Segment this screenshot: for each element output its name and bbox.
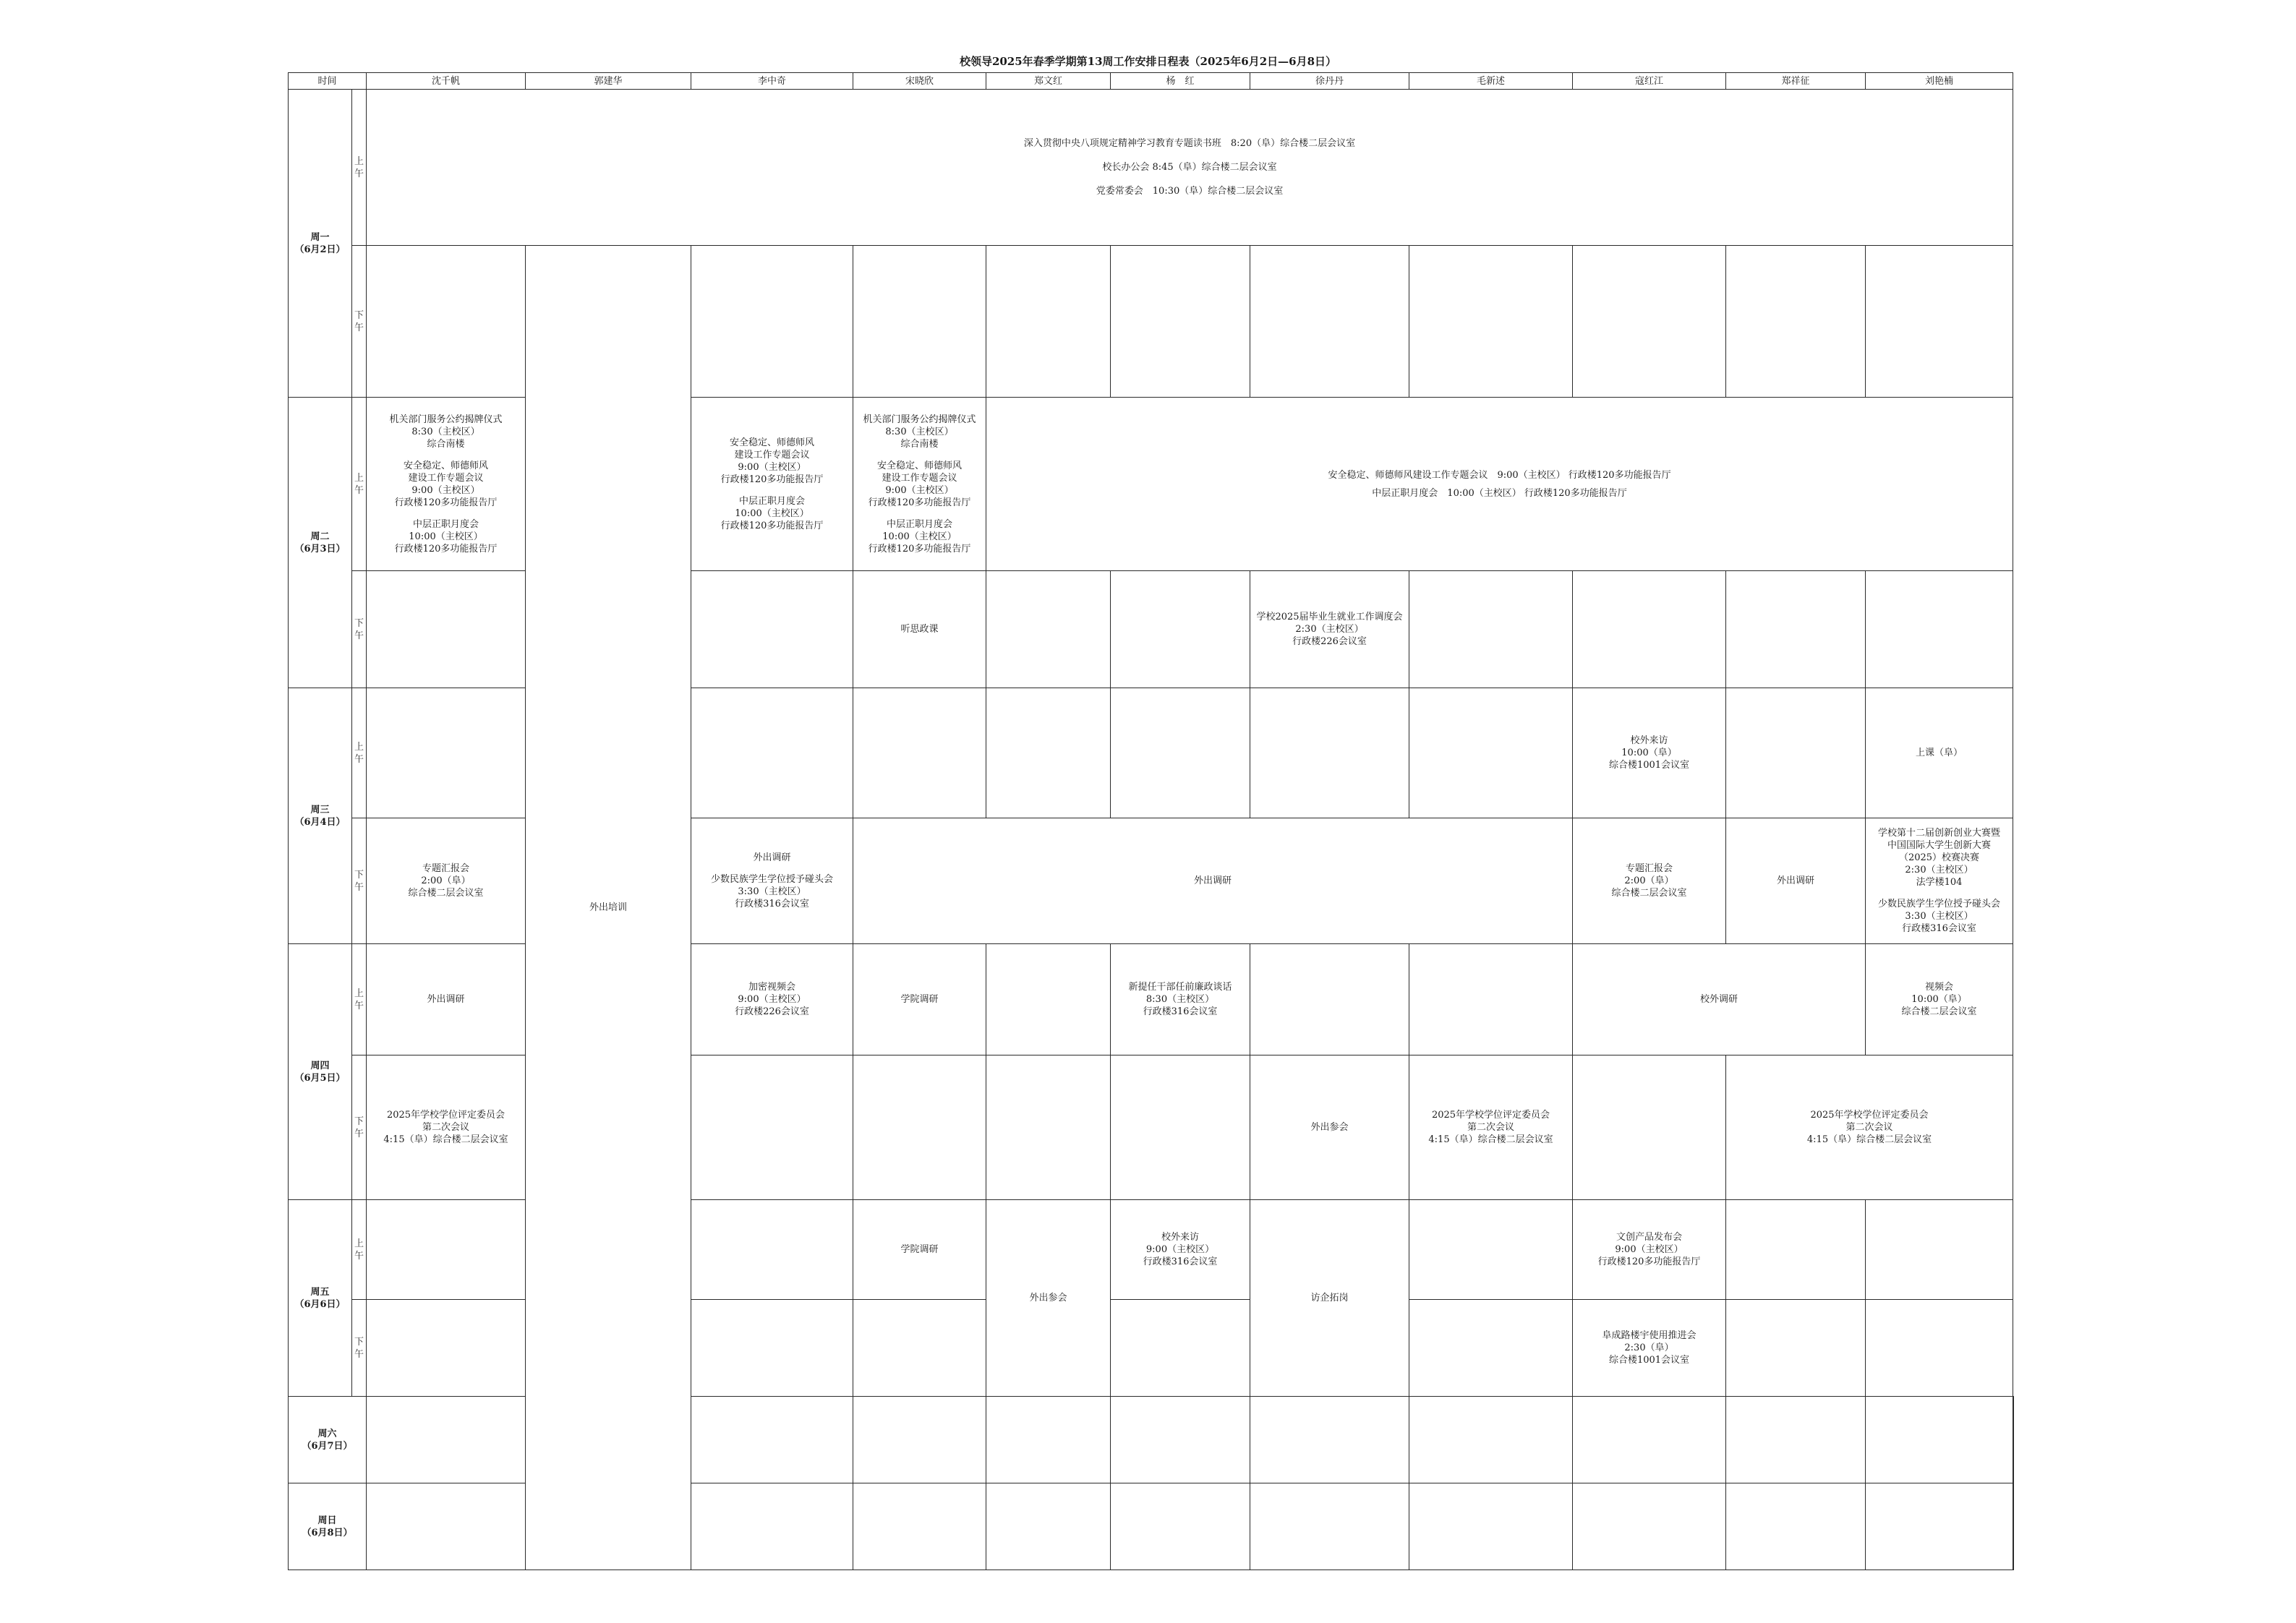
guo-training-text: 外出培训 xyxy=(589,902,628,913)
thu-am-liu-cell xyxy=(1866,944,2013,1055)
mon-pm-row xyxy=(289,246,2014,398)
tue-am-shen-cell xyxy=(367,398,526,571)
wed-am-kou-cell xyxy=(1573,688,1726,818)
cell-empty xyxy=(1111,246,1250,398)
cell-empty xyxy=(367,1397,526,1483)
cell-empty xyxy=(2013,1397,2014,1483)
day-label-sun: 周日 （6月8日） xyxy=(289,1483,367,1570)
cell-empty xyxy=(1866,1300,2013,1397)
cell-empty xyxy=(691,246,853,398)
event-text: 外出调研 xyxy=(753,852,791,863)
event-text: 校外调研 xyxy=(1700,994,1738,1005)
cell-empty xyxy=(1866,1397,2013,1483)
event-text: 少数民族学生学位授予碰头会 3:30（主校区） 行政楼316会议室 xyxy=(711,874,834,909)
event-text: 专题汇报会 2:00（阜） 综合楼二层会议室 xyxy=(408,863,484,899)
tue-am-song-cell xyxy=(853,398,986,571)
header-leader: 宋晓欣 xyxy=(853,73,986,90)
cell-empty xyxy=(1573,1483,1726,1570)
thu-pm-mao-cell xyxy=(1409,1055,1573,1200)
header-leader: 李中奇 xyxy=(691,73,853,90)
mon-am-all-cell xyxy=(367,90,2013,246)
event-text: 中层正职月度会 10:00（主校区） 行政楼120多功能报告厅 xyxy=(868,518,971,554)
header-time: 时间 xyxy=(289,73,367,90)
cell-empty xyxy=(1250,1483,1409,1570)
cell-empty xyxy=(691,688,853,818)
mon-am-row xyxy=(289,90,2014,246)
event-text: 视频会 10:00（阜） 综合楼二层会议室 xyxy=(1901,982,1977,1017)
pm-label: 下 午 xyxy=(352,1300,367,1397)
event-text: 中层正职月度会 10:00（主校区） 行政楼120多功能报告厅 xyxy=(720,495,824,531)
cell-empty xyxy=(1111,1300,1250,1397)
thu-am-kou-cell xyxy=(1573,944,1866,1055)
cell-empty xyxy=(1250,246,1409,398)
cell-empty xyxy=(1409,246,1573,398)
cell-empty xyxy=(1726,1483,1866,1570)
wed-pm-kou-cell xyxy=(1573,818,1726,944)
cell-empty xyxy=(1726,246,1866,398)
cell-empty xyxy=(1111,571,1250,688)
am-label: 上 午 xyxy=(352,944,367,1055)
header-leader: 郑祥征 xyxy=(1726,73,1866,90)
header-leader: 郑文红 xyxy=(986,73,1111,90)
fri-am-song-cell xyxy=(853,1200,986,1300)
cell-empty xyxy=(367,571,526,688)
day-label-tue: 周二 （6月3日） xyxy=(289,398,352,688)
cell-empty xyxy=(1573,571,1726,688)
cell-empty xyxy=(367,688,526,818)
cell-empty xyxy=(986,1397,1111,1483)
cell-empty xyxy=(986,1055,1111,1200)
cell-empty xyxy=(1573,1397,1726,1483)
cell-empty xyxy=(691,1055,853,1200)
event-text: 校外来访 10:00（阜） 综合楼1001会议室 xyxy=(1608,735,1690,771)
cell-empty xyxy=(1250,688,1409,818)
thu-pm-shen-cell xyxy=(367,1055,526,1200)
event-text: 外出参会 xyxy=(1310,1122,1349,1133)
cell-empty xyxy=(1573,246,1726,398)
wed-pm-mid-cell xyxy=(853,818,1573,944)
tue-am-others-cell xyxy=(986,398,2013,571)
cell-empty xyxy=(1250,944,1409,1055)
cell-empty xyxy=(1726,571,1866,688)
cell-empty xyxy=(1409,688,1573,818)
pm-label: 下 午 xyxy=(352,246,367,398)
fri-xu-cell xyxy=(1250,1200,1409,1397)
cell-empty xyxy=(853,688,986,818)
cell-empty xyxy=(1409,1483,1573,1570)
event-text: 学院调研 xyxy=(900,994,939,1005)
cell-empty xyxy=(1726,1300,1866,1397)
header-row xyxy=(289,73,2014,90)
am-label: 上 午 xyxy=(352,688,367,818)
cell-empty xyxy=(691,1483,853,1570)
event-text: 安全稳定、师德师风 建设工作专题会议 9:00（主校区） 行政楼120多功能报告厅 xyxy=(868,460,971,508)
thu-pm-zl-cell xyxy=(1726,1055,2013,1200)
cell-empty xyxy=(853,1483,986,1570)
pm-label: 下 午 xyxy=(352,571,367,688)
event-text: 2025年学校学位评定委员会 第二次会议 4:15（阜）综合楼二层会议室 xyxy=(1806,1110,1932,1145)
event-text: 学校2025届毕业生就业工作调度会 2:30（主校区） 行政楼226会议室 xyxy=(1256,612,1403,647)
event-text: 专题汇报会 2:00（阜） 综合楼二层会议室 xyxy=(1611,863,1687,899)
thu-am-yang-cell xyxy=(1111,944,1250,1055)
wed-pm-li-cell xyxy=(691,818,853,944)
event-text: 校外来访 9:00（主校区） 行政楼316会议室 xyxy=(1143,1232,1218,1267)
schedule-table xyxy=(288,72,2014,1570)
cell-empty xyxy=(986,1483,1111,1570)
event-text: 少数民族学生学位授予碰头会 3:30（主校区） 行政楼316会议室 xyxy=(1878,899,2001,934)
cell-empty xyxy=(1726,688,1866,818)
cell-empty xyxy=(1409,1300,1573,1397)
cell-empty xyxy=(853,1397,986,1483)
cell-empty xyxy=(853,1055,986,1200)
pm-label: 下 午 xyxy=(352,1055,367,1200)
event-text: 外出调研 xyxy=(1777,875,1815,886)
fri-pm-kou-cell xyxy=(1573,1300,1726,1397)
event-text: 机关部门服务公约揭牌仪式 8:30（主校区） 综合南楼 xyxy=(389,414,503,450)
event-text: 安全稳定、师德师风建设工作专题会议 9:00（主校区） 行政楼120多功能报告厅 xyxy=(1328,469,1671,481)
event-text: 中层正职月度会 10:00（主校区） 行政楼120多功能报告厅 xyxy=(1372,487,1627,499)
mon-am-item: 党委常委会 10:30（阜）综合楼二层会议室 xyxy=(1096,186,1284,197)
wed-pm-liu-cell xyxy=(1866,818,2013,944)
cell-empty xyxy=(1866,1483,2013,1570)
cell-empty xyxy=(986,688,1111,818)
cell-empty xyxy=(691,571,853,688)
event-text: 安全稳定、师德师风 建设工作专题会议 9:00（主校区） 行政楼120多功能报告厅 xyxy=(720,437,824,485)
am-label: 上 午 xyxy=(352,90,367,246)
thu-am-li-cell xyxy=(691,944,853,1055)
cell-empty xyxy=(853,246,986,398)
thu-am-shen-cell xyxy=(367,944,526,1055)
day-label-sat: 周六 （6月7日） xyxy=(289,1397,367,1483)
header-leader: 毛新述 xyxy=(1409,73,1573,90)
cell-empty xyxy=(1866,246,2013,398)
cell-empty xyxy=(691,1200,853,1300)
cell-empty xyxy=(1726,1397,1866,1483)
wed-pm-zheng-cell xyxy=(1726,818,1866,944)
cell-empty xyxy=(1866,1200,2013,1300)
cell-empty xyxy=(1250,1397,1409,1483)
fri-zheng-cell xyxy=(986,1200,1111,1397)
event-text: 学校第十二届创新创业大赛暨 中国国际大学生创新大赛 （2025）校赛决赛 2:30（主校区） 法学楼104 xyxy=(1878,828,2001,888)
header-leader: 沈千帆 xyxy=(367,73,526,90)
mon-am-item: 深入贯彻中央八项规定精神学习教育专题读书班 8:20（阜）综合楼二层会议室 xyxy=(1023,138,1356,149)
tue-am-li-cell xyxy=(691,398,853,571)
day-label-wed: 周三 （6月4日） xyxy=(289,688,352,944)
event-text: 外出调研 xyxy=(1194,875,1232,886)
event-text: 2025年学校学位评定委员会 第二次会议 4:15（阜）综合楼二层会议室 xyxy=(383,1110,508,1145)
event-text: 阜成路楼宇使用推进会 2:30（阜） 综合楼1001会议室 xyxy=(1602,1330,1697,1366)
event-text: 新提任干部任前廉政谈话 8:30（主校区） 行政楼316会议室 xyxy=(1128,982,1232,1017)
event-text: 访企拓岗 xyxy=(1310,1293,1349,1303)
cell-empty xyxy=(1573,1055,1726,1200)
cell-empty xyxy=(1866,571,2013,688)
cell-empty xyxy=(367,1200,526,1300)
header-leader: 徐丹丹 xyxy=(1250,73,1409,90)
cell-empty xyxy=(986,571,1111,688)
fri-am-kou-cell xyxy=(1573,1200,1726,1300)
cell-empty xyxy=(2013,1483,2014,1570)
day-label-thu: 周四 （6月5日） xyxy=(289,944,352,1200)
cell-empty xyxy=(1409,1397,1573,1483)
mon-am-item: 校长办公会 8:45（阜）综合楼二层会议室 xyxy=(1102,162,1277,173)
header-leader: 郭建华 xyxy=(526,73,691,90)
event-text: 文创产品发布会 9:00（主校区） 行政楼120多功能报告厅 xyxy=(1597,1232,1701,1267)
fri-am-yang-cell xyxy=(1111,1200,1250,1300)
cell-empty xyxy=(1111,1397,1250,1483)
event-text: 上课（阜） xyxy=(1916,748,1963,758)
event-text: 听思政课 xyxy=(900,624,939,635)
wed-am-liu-cell xyxy=(1866,688,2013,818)
am-label: 上 午 xyxy=(352,1200,367,1300)
event-text: 加密视频会 9:00（主校区） 行政楼226会议室 xyxy=(735,982,809,1017)
cell-empty xyxy=(1409,571,1573,688)
cell-empty xyxy=(367,1483,526,1570)
tue-pm-song-cell xyxy=(853,571,986,688)
cell-empty xyxy=(853,1300,986,1397)
header-leader: 刘艳楠 xyxy=(1866,73,2013,90)
cell-empty xyxy=(986,246,1111,398)
am-label: 上 午 xyxy=(352,398,367,571)
cell-empty xyxy=(1111,1055,1250,1200)
thu-pm-xu-cell xyxy=(1250,1055,1409,1200)
header-leader: 杨 红 xyxy=(1111,73,1250,90)
cell-empty xyxy=(1111,688,1250,818)
cell-empty xyxy=(367,246,526,398)
cell-empty xyxy=(691,1300,853,1397)
event-text: 安全稳定、师德师风 建设工作专题会议 9:00（主校区） 行政楼120多功能报告厅 xyxy=(394,460,498,508)
thu-am-song-cell xyxy=(853,944,986,1055)
cell-empty xyxy=(1409,944,1573,1055)
event-text: 学院调研 xyxy=(900,1244,939,1255)
page-title: 校领导2025年春季学期第13周工作安排日程表（2025年6月2日—6月8日） xyxy=(959,55,1337,68)
cell-empty xyxy=(1111,1483,1250,1570)
event-text: 机关部门服务公约揭牌仪式 8:30（主校区） 综合南楼 xyxy=(863,414,976,450)
cell-empty xyxy=(367,1300,526,1397)
header-leader: 寇红江 xyxy=(1573,73,1726,90)
cell-empty xyxy=(1409,1200,1573,1300)
event-text: 外出调研 xyxy=(427,994,465,1005)
day-label-mon: 周一 （6月2日） xyxy=(289,90,352,398)
tue-pm-xu-cell xyxy=(1250,571,1409,688)
cell-empty xyxy=(986,944,1111,1055)
event-text: 中层正职月度会 10:00（主校区） 行政楼120多功能报告厅 xyxy=(394,518,498,554)
wed-pm-shen-cell xyxy=(367,818,526,944)
cell-empty xyxy=(691,1397,853,1483)
cell-empty xyxy=(1726,1200,1866,1300)
day-label-fri: 周五 （6月6日） xyxy=(289,1200,352,1397)
guo-training-cell xyxy=(526,246,691,1570)
event-text: 外出参会 xyxy=(1029,1293,1067,1303)
pm-label: 下 午 xyxy=(352,818,367,944)
event-text: 2025年学校学位评定委员会 第二次会议 4:15（阜）综合楼二层会议室 xyxy=(1428,1110,1553,1145)
